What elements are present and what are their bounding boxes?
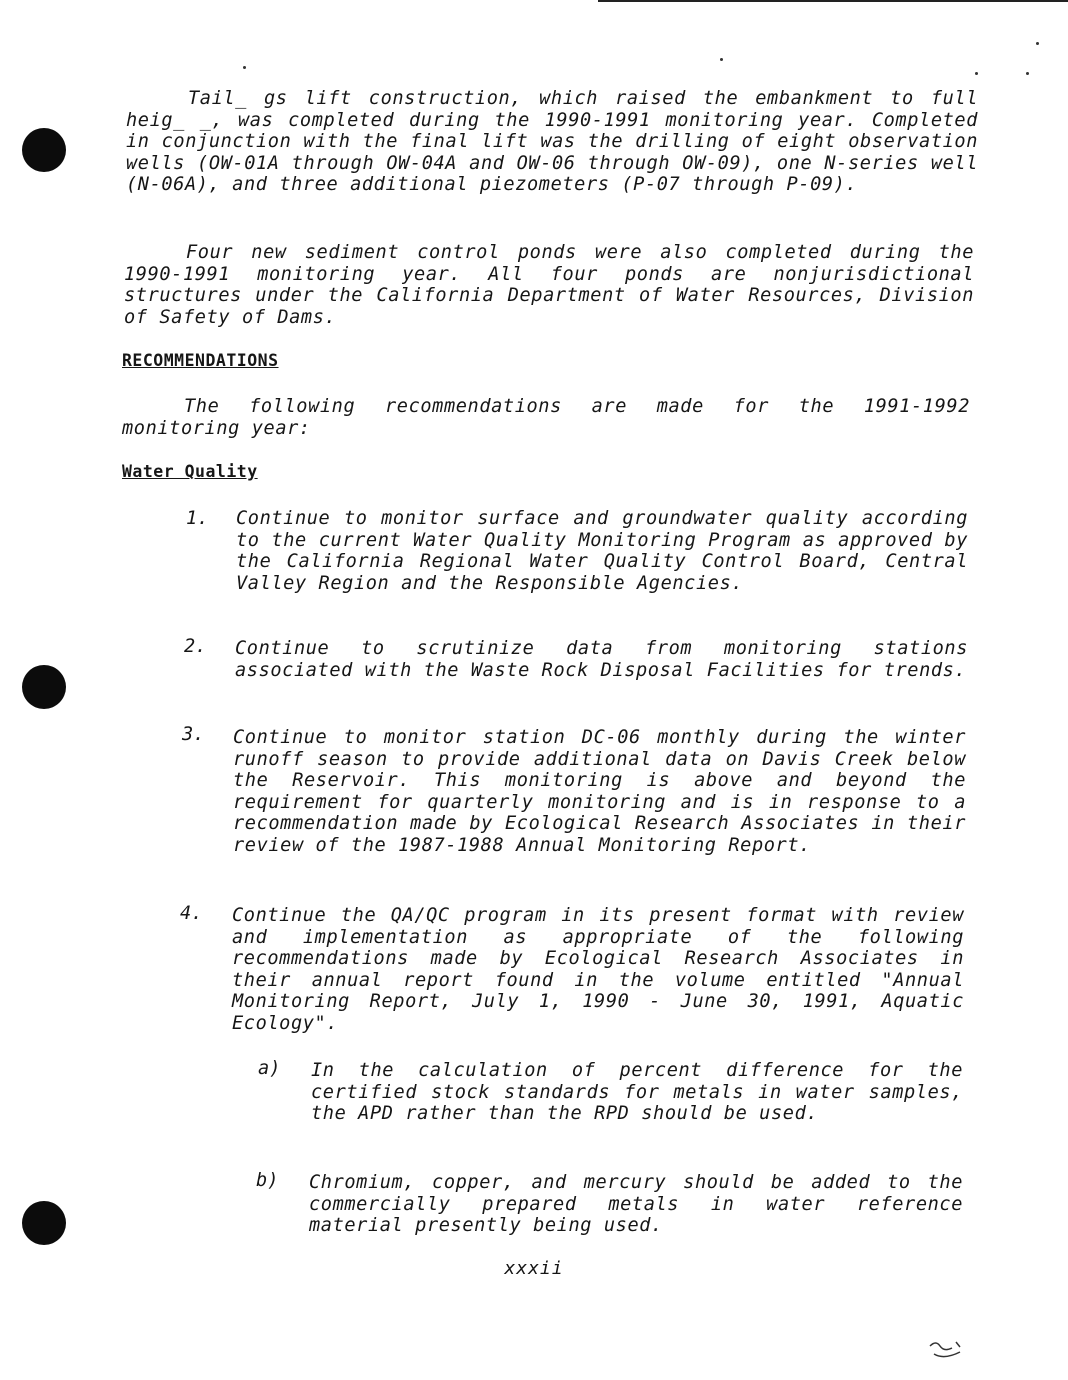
scan-top-edge [598,0,1068,2]
list-item: Continue to scrutinize data from monitoring stations associated with the Waste Rock Disposal Facilities for trends. [235,638,968,681]
sub-item-letter: a) [258,1058,281,1079]
list-item-number: 2. [184,636,207,657]
sub-item-letter: b) [256,1170,279,1191]
page-number: xxxii [504,1258,564,1279]
recommendations-intro [122,396,970,439]
scan-speck [243,66,246,69]
list-item: Continue to monitor surface and groundwater quality according to the current Water Quality Monitoring Program as approved by the California Regional Water Quality Control Board, Central Valley Region and the Responsible Agencies. [236,508,968,594]
scan-speck [1036,42,1039,45]
binder-hole [22,1201,66,1245]
recommendations-heading: RECOMMENDATIONS [122,351,279,370]
tailings-paragraph [126,88,978,196]
ponds-text: Four new sediment control ponds were also completed during the 1990-1991 monitoring year. All four ponds are nonjurisdictional structures under the California Department of Water Resources, Division of Safety of Dams. [124,242,974,328]
sub-item: In the calculation of percent difference for the certified stock standards for metals in water samples, the APD rather than the RPD should be used. [311,1060,963,1125]
list-item: Continue the QA/QC program in its present format with review and implementation as appropriate of the following recommendations made by Ecological Research Associates in their annual report found in the volume entitled "Annual Monitoring Report, July 1, 1990 - June 30, 1991, Aquatic Ecology". [232,905,964,1034]
list-item-number: 4. [180,903,203,924]
scan-speck [720,58,723,61]
tailings-text: Tail_ gs lift construction, which raised the embankment to full heig_ _, was completed during the 1990-1991 monitoring year. Completed in conjunction with the final lift was the drilling of eight observation wells (OW-01A through OW-04A and OW-06 through OW-09), one N-series well (N-06A), and three additional piezometers (P-07 through P-09). [126,88,978,196]
ponds-paragraph [124,242,974,328]
list-item-number: 3. [182,724,205,745]
binder-hole [22,665,66,709]
water-quality-heading: Water Quality [122,462,258,481]
list-item: Continue to monitor station DC-06 monthly during the winter runoff season to provide additional data on Davis Creek below the Reservoir. This monitoring is above and beyond the requirement for quarterly monitoring and is in response to a recommendation made by Ecological Research Associates in their review of the 1987-1988 Annual Monitoring Report. [233,727,966,856]
binder-hole [22,128,66,172]
handwritten-mark [926,1338,966,1362]
list-item-number: 1. [186,508,209,529]
scan-speck [975,72,978,75]
sub-item: Chromium, copper, and mercury should be added to the commercially prepared metals in water reference material presently being used. [309,1172,963,1237]
intro-text: The following recommendations are made for the 1991-1992 monitoring year: [122,396,970,439]
scan-speck [1026,72,1029,75]
